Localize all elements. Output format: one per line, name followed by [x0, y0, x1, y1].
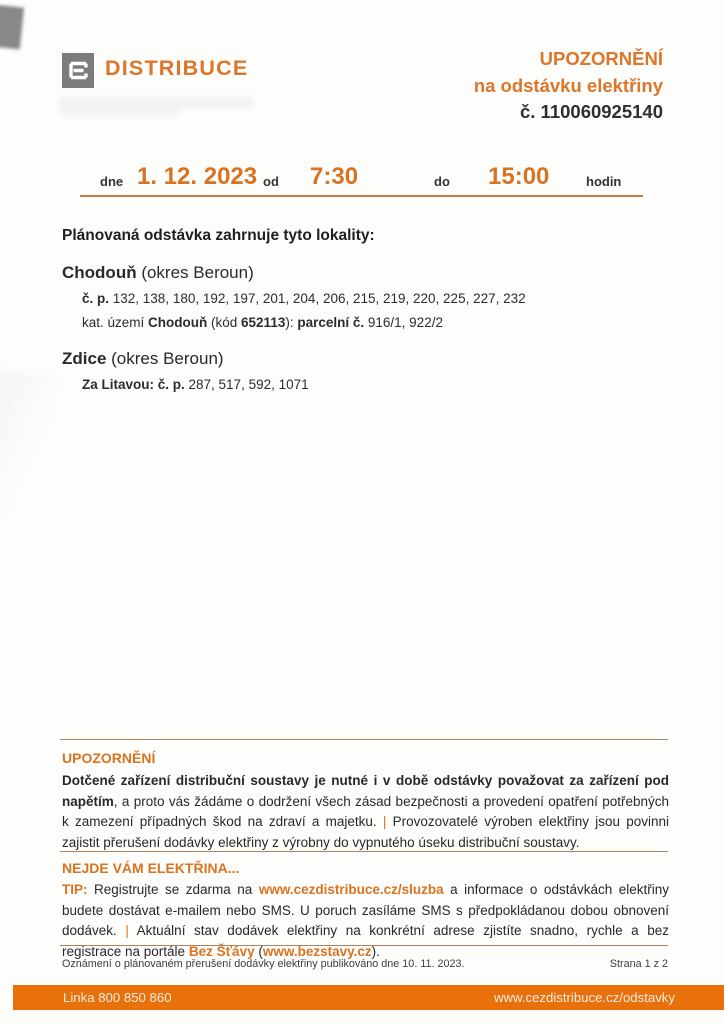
text-segment: Registrujte se zdarma na — [87, 882, 259, 897]
time-from: 7:30 — [310, 163, 359, 190]
locality-detail-line — [82, 314, 647, 331]
text-segment: Provozovatelé výroben elektřiny jsou povinni zajistit přerušení dodávky elektřiny z výrobny do vypnutého úseku distribuční soustavy. — [62, 814, 669, 850]
text-segment: (okres Beroun) — [136, 263, 254, 282]
from-label: od — [263, 174, 279, 189]
warning-heading: UPOZORNĚNÍ — [62, 750, 156, 766]
text-segment: Aktuální stav dodávek elektřiny na konkrétní adrese zjistíte snadno, rychle a bez registrace na portále — [62, 923, 669, 959]
text-segment: ): — [285, 315, 298, 330]
tip-heading: NEJDE VÁM ELEKTŘINA... — [62, 860, 240, 876]
time-to: 15:00 — [488, 163, 550, 190]
footer-bar — [13, 985, 724, 1010]
tip-paragraph — [62, 880, 669, 962]
localities-section — [62, 227, 647, 393]
text-segment: (okres Beroun) — [106, 349, 224, 368]
text-segment: , a proto vás žádáme o dodržení všech zásad bezpečnosti a provedení opatření potřebných k zamezení případných škod na zdraví a majetku. — [62, 793, 669, 829]
text-segment: a informace o odstávkách elektřiny budete dostávat e-mailem nebo SMS. U poruch zasíláme SMS s předpokládanou dobou obnovení dodávek. — [62, 882, 669, 938]
inline-link[interactable]: www.cezdistribuce.cz/sluzba — [258, 882, 444, 897]
text-segment: Dotčené zařízení distribuční soustavy je nutné i v době odstávky považovat za zařízení pod napětím — [62, 773, 669, 809]
text-segment: 287, 517, 592, 1071 — [184, 377, 309, 392]
scan-corner-artifact — [0, 5, 24, 50]
warning-paragraph — [62, 771, 669, 853]
scan-smudge-artifact — [0, 372, 56, 522]
locality-group — [62, 263, 647, 331]
date-label: dne — [100, 174, 124, 189]
text-segment: kat. území — [82, 315, 149, 330]
text-segment: 916/1, 922/2 — [364, 315, 443, 330]
inline-link[interactable]: www.bezstavy.cz — [262, 943, 372, 959]
phone-line: Linka 800 850 860 — [63, 990, 172, 1005]
text-segment: Zdice — [62, 349, 107, 368]
text-segment: | — [125, 923, 129, 938]
text-segment: Chodouň — [148, 315, 208, 330]
publication-note: Oznámení o plánovaném přerušení dodávky elektřiny publikováno dne 10. 11. 2023. — [62, 958, 465, 970]
locality-title — [62, 349, 647, 369]
locality-detail-line — [82, 376, 647, 393]
notice-subtitle: na odstávku elektřiny — [473, 74, 663, 96]
text-segment: TIP: — [62, 882, 88, 897]
section-divider — [60, 739, 668, 740]
schedule-row — [80, 161, 643, 197]
localities-heading: Plánovaná odstávka zahrnuje tyto lokality: — [62, 227, 375, 244]
notice-title: UPOZORNĚNÍ — [539, 48, 663, 69]
footer-website-link[interactable]: www.cezdistribuce.cz/odstavky — [493, 990, 675, 1005]
text-segment: Chodouň — [62, 263, 137, 282]
page-indicator: Strana 1 z 2 — [609, 958, 668, 970]
locality-title — [62, 263, 647, 283]
footnote-row — [62, 958, 668, 970]
text-segment: 132, 138, 180, 192, 197, 201, 204, 206, 215, 219, 220, 225, 227, 232 — [112, 291, 526, 306]
text-segment: Za Litavou: č. p. — [82, 377, 185, 392]
outage-date: 1. 12. 2023 — [137, 163, 258, 190]
localities-list — [62, 263, 647, 393]
text-segment: | — [382, 814, 387, 829]
to-label: do — [434, 174, 450, 189]
locality-detail-line — [82, 290, 647, 307]
text-segment: ( — [254, 943, 263, 959]
notice-header — [474, 46, 663, 126]
cez-logo-icon — [62, 53, 94, 88]
text-segment: 652113 — [241, 315, 286, 330]
brand-wordmark: DISTRIBUCE — [105, 56, 249, 80]
notice-number: č. 110060925140 — [519, 101, 663, 122]
inline-link[interactable]: Bez Šťávy — [188, 943, 255, 959]
locality-group — [62, 349, 647, 393]
text-segment: (kód — [207, 315, 242, 330]
hours-label: hodin — [586, 174, 622, 189]
text-segment: parcelní č. — [297, 315, 365, 330]
text-segment: č. p. — [82, 291, 113, 306]
scan-bleed-artifact — [60, 108, 180, 117]
text-segment: ). — [371, 943, 380, 959]
